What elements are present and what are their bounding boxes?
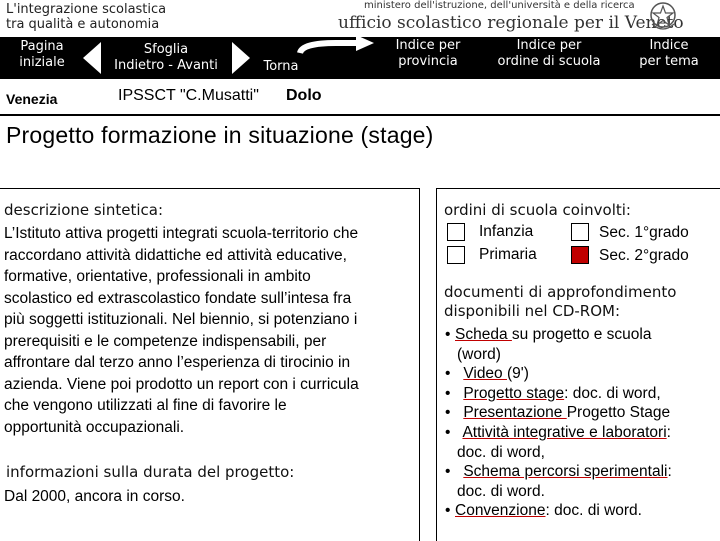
order-checkbox-sec2 — [571, 246, 589, 264]
school-order-index-line-2: ordine di scuola — [497, 54, 601, 69]
arrow-left-icon[interactable] — [81, 40, 103, 76]
home-button[interactable] — [10, 39, 74, 71]
list-item: • Scheda su progetto e scuola — [445, 326, 652, 343]
back-button[interactable]: Torna — [263, 59, 299, 74]
schema-desc-cont: doc. di word. — [457, 482, 545, 500]
scheda-desc-cont: (word) — [457, 345, 501, 363]
description-line: più soggetti istituzionali. Nel biennio, si potenziano i — [4, 311, 358, 328]
description-line: raccordano attività didattiche ed attività educative, — [4, 246, 347, 264]
duration-label: informazioni sulla durata del progetto: — [6, 463, 295, 481]
ministry-name: ministero dell'istruzione, dell'università e della ricerca — [364, 0, 635, 11]
site-title — [6, 2, 166, 32]
page-title: Progetto formazione in situazione (stage) — [6, 122, 434, 148]
description-label: descrizione sintetica: — [4, 201, 164, 219]
documents-label-line-1: documenti di approfondimento — [444, 283, 677, 301]
navigation-bar — [0, 37, 720, 79]
scheda-desc: su progetto e scuola — [511, 326, 652, 343]
order-label-sec2: Sec. 2°grado — [599, 247, 689, 264]
description-line: prerequisiti e le competenze indispensabili, per — [4, 332, 327, 350]
school-orders-label: ordini di scuola coinvolti: — [444, 201, 631, 219]
republic-emblem-icon — [648, 0, 678, 32]
presentazione-link[interactable]: Presentazione — [463, 404, 567, 422]
school-order-index-link[interactable] — [488, 38, 610, 70]
description-line: opportunità occupazionali. — [4, 418, 185, 436]
list-item: • Attività integrative e laboratori: — [445, 423, 671, 441]
province-index-line-1: Indice per — [395, 38, 461, 53]
schema-link[interactable]: Schema percorsi sperimentali — [463, 463, 668, 481]
theme-index-link[interactable] — [630, 38, 708, 70]
list-item: • Convenzione: doc. di word. — [445, 502, 642, 520]
description-line: L’Istituto attiva progetti integrati scuola-territorio che — [4, 225, 359, 242]
list-item: • Video (9') — [445, 365, 529, 383]
order-checkbox-infanzia — [447, 223, 465, 241]
attivita-desc-cont: doc. di word, — [457, 443, 545, 461]
regional-office-name: ufficio scolastico regionale per il Veneto — [338, 13, 684, 33]
description-line: affrontare dal terzo anno l’esperienza di tirocinio in — [4, 354, 351, 371]
schema-desc: : — [667, 463, 672, 481]
site-title-line-1: L'integrazione scolastica — [6, 2, 167, 17]
browse-line-1: Sfoglia — [143, 42, 189, 57]
description-line: azienda. Viene poi prodotto un report con i curricula — [4, 375, 359, 393]
list-item: • Schema percorsi sperimentali: — [445, 463, 672, 481]
theme-index-line-2: per tema — [639, 54, 699, 69]
list-item: • Progetto stage: doc. di word, — [445, 384, 661, 402]
arrow-right-icon[interactable] — [230, 40, 252, 76]
documents-label-line-2: disponibili nel CD-ROM: — [444, 302, 621, 320]
header-divider — [0, 114, 720, 116]
description-text — [4, 223, 418, 438]
details-panel — [436, 188, 720, 541]
documents-list — [445, 325, 717, 521]
browse-back-forward[interactable] — [104, 42, 228, 74]
documents-label — [444, 283, 676, 321]
attivita-link[interactable]: Attività integrative e laboratori — [462, 423, 667, 441]
order-label-infanzia: Infanzia — [479, 223, 534, 240]
duration-value: Dal 2000, ancora in corso. — [4, 488, 185, 505]
site-title-line-2: tra qualità e autonomia — [6, 17, 160, 32]
scheda-link[interactable]: Scheda — [455, 326, 512, 343]
progetto-stage-link[interactable]: Progetto stage — [463, 384, 565, 402]
province-index-link[interactable] — [382, 38, 474, 70]
school-order-index-line-1: Indice per — [516, 38, 582, 53]
order-label-sec1: Sec. 1°grado — [599, 224, 689, 241]
city-label: Venezia — [6, 91, 58, 107]
province-index-line-2: provincia — [398, 54, 458, 69]
list-item: • Presentazione Progetto Stage — [445, 404, 671, 422]
school-name: IPSSCT "C.Musatti" — [118, 87, 259, 104]
theme-index-line-1: Indice — [649, 38, 689, 53]
progetto-stage-desc: : doc. di word, — [564, 384, 661, 402]
description-line: scolastico ed extrascolastico fondate sull’intesa fra — [4, 289, 352, 307]
attivita-desc: : — [666, 423, 671, 441]
description-panel — [0, 188, 420, 541]
home-button-line-1: Pagina — [20, 39, 64, 54]
convenzione-desc: : doc. di word. — [545, 502, 642, 520]
description-line: formative, orientative, professionali in ambito — [4, 268, 311, 285]
video-link[interactable]: Video — [463, 365, 507, 383]
video-desc: (9') — [506, 365, 529, 383]
presentazione-desc: Progetto Stage — [566, 404, 671, 422]
order-label-primaria: Primaria — [479, 246, 537, 263]
town-name: Dolo — [286, 87, 322, 104]
browse-line-2: Indietro - Avanti — [114, 58, 218, 73]
home-button-line-2: iniziale — [19, 55, 65, 70]
order-checkbox-primaria — [447, 246, 465, 264]
convenzione-link[interactable]: Convenzione — [455, 502, 546, 520]
order-checkbox-sec1 — [571, 223, 589, 241]
description-line: che vengono utilizzati al fine di favorire le — [4, 397, 287, 414]
return-arrow-icon[interactable] — [296, 35, 376, 57]
